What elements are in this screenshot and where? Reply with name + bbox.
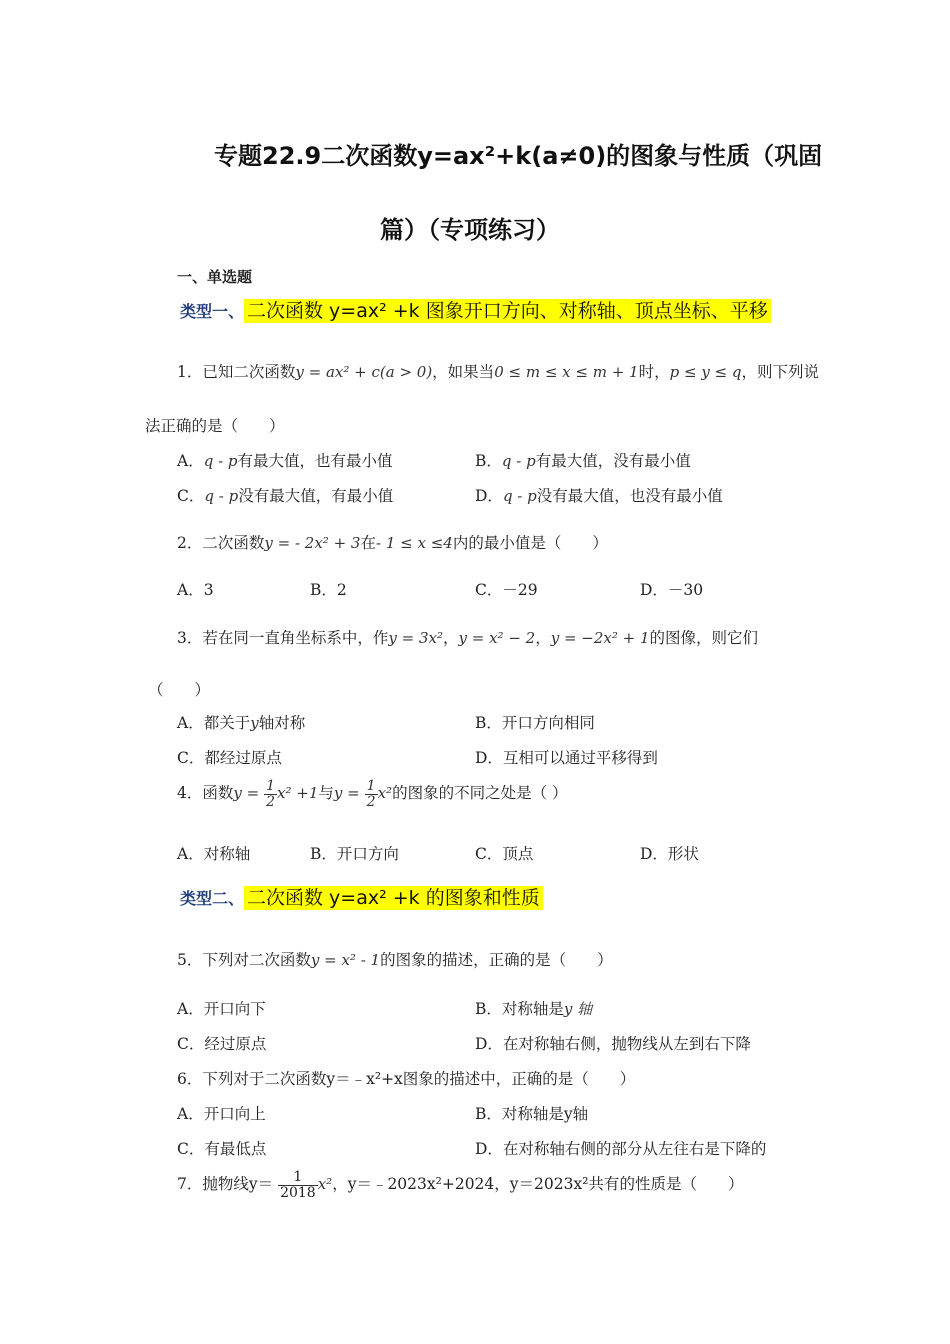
q7-den: 2018 bbox=[280, 1184, 316, 1201]
type1-heading bbox=[180, 296, 771, 323]
q2-option-b[interactable]: B．2 bbox=[310, 581, 347, 599]
q5-option-b-pre: B．对称轴是 bbox=[475, 1000, 564, 1018]
page-title-line2: 篇）（专项练习） bbox=[380, 216, 560, 244]
q1-option-c-letter: C． bbox=[177, 487, 205, 505]
q5-option-d[interactable]: D．在对称轴右侧，抛物线从左到右下降 bbox=[475, 1035, 751, 1053]
q6-option-a[interactable]: A．开口向上 bbox=[177, 1105, 266, 1123]
q4-f2-num: 1 bbox=[366, 778, 376, 794]
q1-option-c-expr: q - p bbox=[204, 487, 239, 505]
q4-f1-den: 2 bbox=[266, 793, 276, 810]
q4-f2-den: 2 bbox=[366, 793, 376, 810]
q2-range: - 1 ≤ x ≤4 bbox=[375, 534, 453, 552]
q1-option-d-text: 没有最大值，也没有最小值 bbox=[536, 487, 723, 505]
type2-label: 类型二、 bbox=[180, 889, 245, 908]
q2-mid: 在 bbox=[360, 534, 376, 552]
q4-f2-fraction bbox=[365, 779, 378, 809]
q4-suffix: 的图象的不同之处是（ ） bbox=[392, 784, 568, 803]
q1-suffix: ，则下列说 bbox=[741, 363, 820, 381]
q3-f2: y = x² − 2 bbox=[458, 629, 536, 647]
q5-formula: y = x² - 1 bbox=[310, 951, 381, 969]
q4-f2-pre: y = bbox=[333, 784, 360, 803]
q3-option-a-y: y bbox=[250, 714, 259, 732]
section-heading: 一、单选题 bbox=[177, 268, 253, 286]
q3-f1: y = 3x² bbox=[388, 629, 443, 647]
q6-option-b[interactable]: B．对称轴是y轴 bbox=[475, 1105, 589, 1123]
q4-f1-post: x² +1 bbox=[277, 784, 319, 803]
type1-label: 类型一、 bbox=[180, 302, 245, 321]
q1-line2: 法正确的是（ ） bbox=[145, 417, 285, 435]
question-1 bbox=[177, 360, 819, 382]
q3-option-a[interactable] bbox=[177, 711, 305, 733]
q1-option-d-expr: q - p bbox=[502, 487, 537, 505]
q1-option-a-letter: A． bbox=[177, 452, 204, 470]
question-3 bbox=[177, 626, 758, 648]
q4-option-c[interactable]: C．顶点 bbox=[475, 845, 534, 863]
q1-range2: p ≤ y ≤ q bbox=[669, 363, 742, 381]
q5-option-b[interactable] bbox=[475, 997, 592, 1019]
q4-f2-post: x² bbox=[377, 784, 393, 803]
q4-option-b[interactable]: B．开口方向 bbox=[310, 845, 399, 863]
q7-suffix: ，y＝﹣2023x²+2024，y＝2023x²共有的性质是（ ） bbox=[332, 1175, 744, 1194]
type2-heading bbox=[180, 883, 543, 910]
q1-option-b-text: 有最大值，没有最小值 bbox=[535, 452, 691, 470]
question-2 bbox=[177, 531, 608, 553]
q3-sep1: ， bbox=[442, 629, 459, 647]
q4-option-a[interactable]: A．对称轴 bbox=[177, 845, 251, 863]
q2-suffix: 内的最小值是（ ） bbox=[452, 534, 608, 552]
q1-option-a[interactable] bbox=[177, 449, 393, 471]
q3-option-a-post: 轴对称 bbox=[258, 714, 306, 732]
q2-formula: y = - 2x² + 3 bbox=[264, 534, 361, 552]
q1-option-a-text: 有最大值，也有最小值 bbox=[237, 452, 393, 470]
q5-suffix: 的图象的描述，正确的是（ ） bbox=[380, 951, 613, 969]
q1-when: 时， bbox=[638, 363, 670, 381]
q1-prefix: 1．已知二次函数 bbox=[177, 363, 296, 381]
question-7 bbox=[177, 1170, 743, 1200]
q5-prefix: 5．下列对二次函数 bbox=[177, 951, 311, 969]
q2-option-c[interactable]: C．－29 bbox=[475, 581, 538, 599]
type2-highlight: 二次函数 y=ax² +k 的图象和性质 bbox=[244, 886, 543, 910]
question-4 bbox=[177, 779, 568, 809]
q1-option-a-expr: q - p bbox=[203, 452, 238, 470]
q5-option-b-y: y 轴 bbox=[563, 1000, 593, 1018]
q4-f1-pre: y = bbox=[233, 784, 260, 803]
q1-option-c-text: 没有最大值，有最小值 bbox=[238, 487, 394, 505]
q3-option-b[interactable]: B．开口方向相同 bbox=[475, 714, 595, 732]
q1-mid: ，如果当 bbox=[432, 363, 495, 381]
q1-formula: y = ax² + c(a > 0) bbox=[295, 363, 433, 381]
q6-option-d[interactable]: D．在对称轴右侧的部分从左往右是下降的 bbox=[475, 1140, 767, 1158]
q3-suffix: 的图像，则它们 bbox=[649, 629, 759, 647]
question-6: 6．下列对于二次函数y＝﹣x²+x图象的描述中，正确的是（ ） bbox=[177, 1070, 636, 1088]
q2-prefix: 2．二次函数 bbox=[177, 534, 265, 552]
q6-option-c[interactable]: C．有最低点 bbox=[177, 1140, 267, 1158]
q1-option-d-letter: D． bbox=[475, 487, 503, 505]
q1-range: 0 ≤ m ≤ x ≤ m + 1 bbox=[494, 363, 639, 381]
q1-option-b-letter: B． bbox=[475, 452, 502, 470]
q7-x2: x² bbox=[317, 1175, 333, 1194]
q3-option-d[interactable]: D．互相可以通过平移得到 bbox=[475, 749, 658, 767]
q4-option-d[interactable]: D．形状 bbox=[640, 845, 699, 863]
q2-option-d[interactable]: D．－30 bbox=[640, 581, 704, 599]
q3-option-a-pre: A．都关于 bbox=[177, 714, 251, 732]
q2-option-a[interactable]: A．3 bbox=[177, 581, 214, 599]
type1-highlight: 二次函数 y=ax² +k 图象开口方向、对称轴、顶点坐标、平移 bbox=[244, 299, 771, 323]
question-5 bbox=[177, 948, 613, 970]
q4-f1-fraction bbox=[264, 779, 277, 809]
q5-option-c[interactable]: C．经过原点 bbox=[177, 1035, 267, 1053]
q7-num: 1 bbox=[278, 1170, 318, 1186]
q4-mid: 与 bbox=[318, 784, 334, 803]
q1-option-c[interactable] bbox=[177, 484, 393, 506]
q3-prefix: 3．若在同一直角坐标系中，作 bbox=[177, 629, 389, 647]
q3-option-c[interactable]: C．都经过原点 bbox=[177, 749, 282, 767]
q3-sep2: ， bbox=[535, 629, 551, 647]
q5-option-a[interactable]: A．开口向下 bbox=[177, 1000, 266, 1018]
q1-option-b[interactable] bbox=[475, 449, 691, 471]
q3-f3: y = −2x² + 1 bbox=[550, 629, 650, 647]
page-title-line1: 专题22.9二次函数y=ax²+k(a≠0)的图象与性质（巩固 bbox=[214, 142, 823, 170]
q4-f1-num: 1 bbox=[266, 778, 276, 794]
q1-option-b-expr: q - p bbox=[501, 452, 536, 470]
q7-fraction bbox=[278, 1170, 318, 1200]
q4-prefix: 4．函数 bbox=[177, 784, 234, 803]
q3-line2: （ ） bbox=[148, 681, 211, 699]
q1-option-d[interactable] bbox=[475, 484, 723, 506]
q7-prefix: 7．抛物线y＝ bbox=[177, 1175, 274, 1194]
